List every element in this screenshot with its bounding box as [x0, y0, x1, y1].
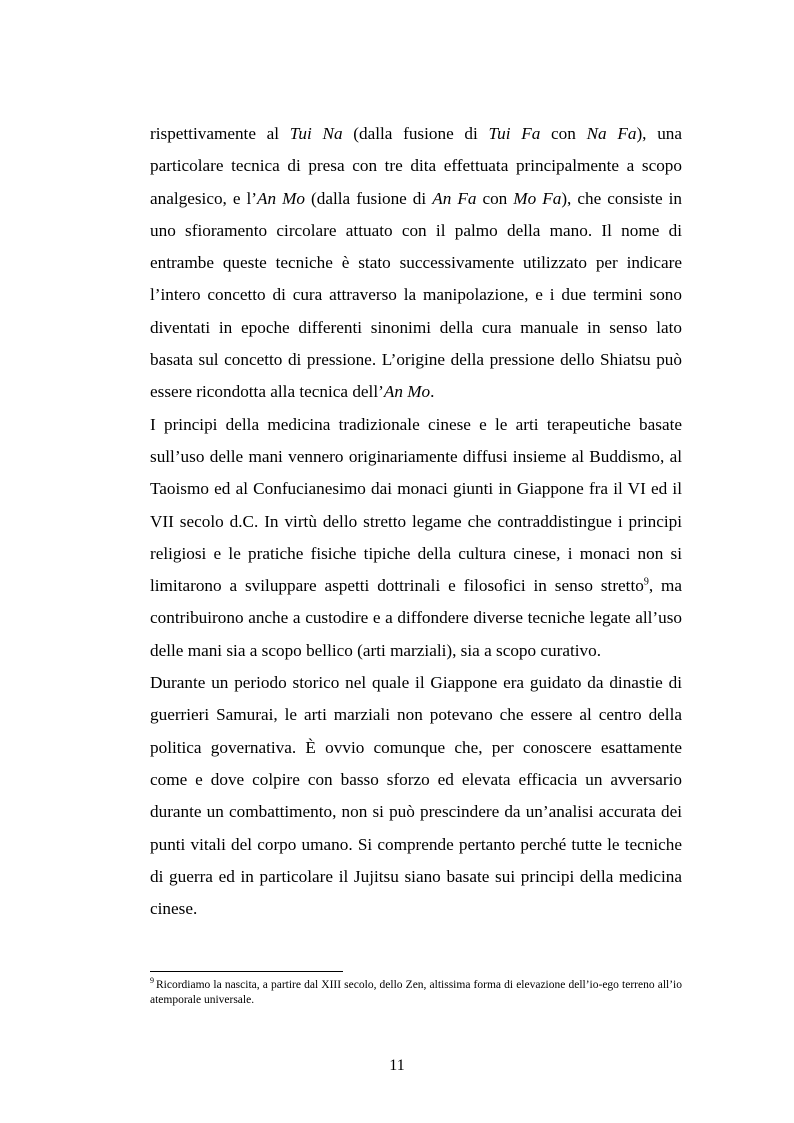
text-run: rispettivamente al	[150, 124, 290, 143]
italic-term: An Mo	[383, 382, 431, 402]
text-run: ), che consiste in uno sfioramento circolare attuato con il palmo della mano. Il nome di entrambe queste tecniche è stato successivamente utilizzato per indicare l’intero concetto di cura attraverso la manipolazione, e i due termini sono diventati in epoche differenti sinonimi della cura manuale in senso lato basata sul concetto di pressione. L’origine della pressione dello Shiatsu può essere ricondotta alla tecnica dell’	[150, 188, 682, 402]
footnote-separator	[150, 971, 343, 972]
page-number: 11	[389, 1057, 405, 1074]
text-run: ), una particolare tecnica di presa con tre dita effettuata principalmente a scopo analgesico, e l’	[150, 124, 683, 208]
text-run: (dalla fusione di	[342, 124, 489, 143]
italic-term: Mo Fa	[513, 188, 562, 208]
text-run: I principi della medicina tradizionale cinese e le arti terapeutiche basate sull’uso delle mani vennero originariamente diffusi insieme al Buddismo, al Taoismo ed al Confucianesimo dai monaci giunti in Giappone fra il VI ed il VII secolo d.C. In virtù dello stretto legame che contraddistingue i principi religiosi e le pratiche fisiche tipiche della cultura cinese, i monaci non si limitarono a sviluppare aspetti dottrinali e filosofici in senso stretto	[150, 414, 682, 596]
paragraph-1	[150, 118, 682, 409]
footnote-text: Ricordiamo la nascita, a partire dal XIII secolo, dello Zen, altissima forma di elevazione dell’io-ego terreno all’io atemporale universale.	[150, 979, 682, 1006]
footnote-reference[interactable]: 9	[643, 576, 649, 588]
text-run: con	[540, 124, 587, 143]
footnote	[150, 978, 682, 1008]
text-run: , ma contribuirono anche a custodire e a diffondere diverse tecniche legate all’uso delle mani sia a scopo bellico (arti marziali), sia a scopo curativo.	[150, 576, 682, 660]
text-run: con	[476, 188, 514, 208]
italic-term: An Fa	[432, 188, 477, 208]
paragraph-2	[150, 409, 682, 667]
page-body	[150, 118, 682, 925]
italic-term: An Mo	[257, 188, 306, 208]
text-run: Durante un periodo storico nel quale il Giappone era guidato da dinastie di guerrieri Samurai, le arti marziali non potevano che essere al centro della politica governativa. È ovvio comunque che, per conoscere esattamente come e dove colpire con basso sforzo ed elevata efficacia un avversario durante un combattimento, non si può prescindere da un’analisi accurata dei punti vitali del corpo umano. Si comprende pertanto perché tutte le tecniche di guerra ed in particolare il Jujitsu siano basate sui principi della medicina cinese.	[150, 673, 682, 919]
italic-term: Tui Fa	[488, 124, 541, 143]
footnote-number: 9	[150, 976, 154, 986]
text-run: (dalla fusione di	[305, 188, 433, 208]
paragraph-3	[150, 667, 682, 925]
italic-term: Na Fa	[586, 124, 637, 143]
italic-term: Tui Na	[289, 124, 343, 143]
text-run: .	[430, 382, 435, 402]
